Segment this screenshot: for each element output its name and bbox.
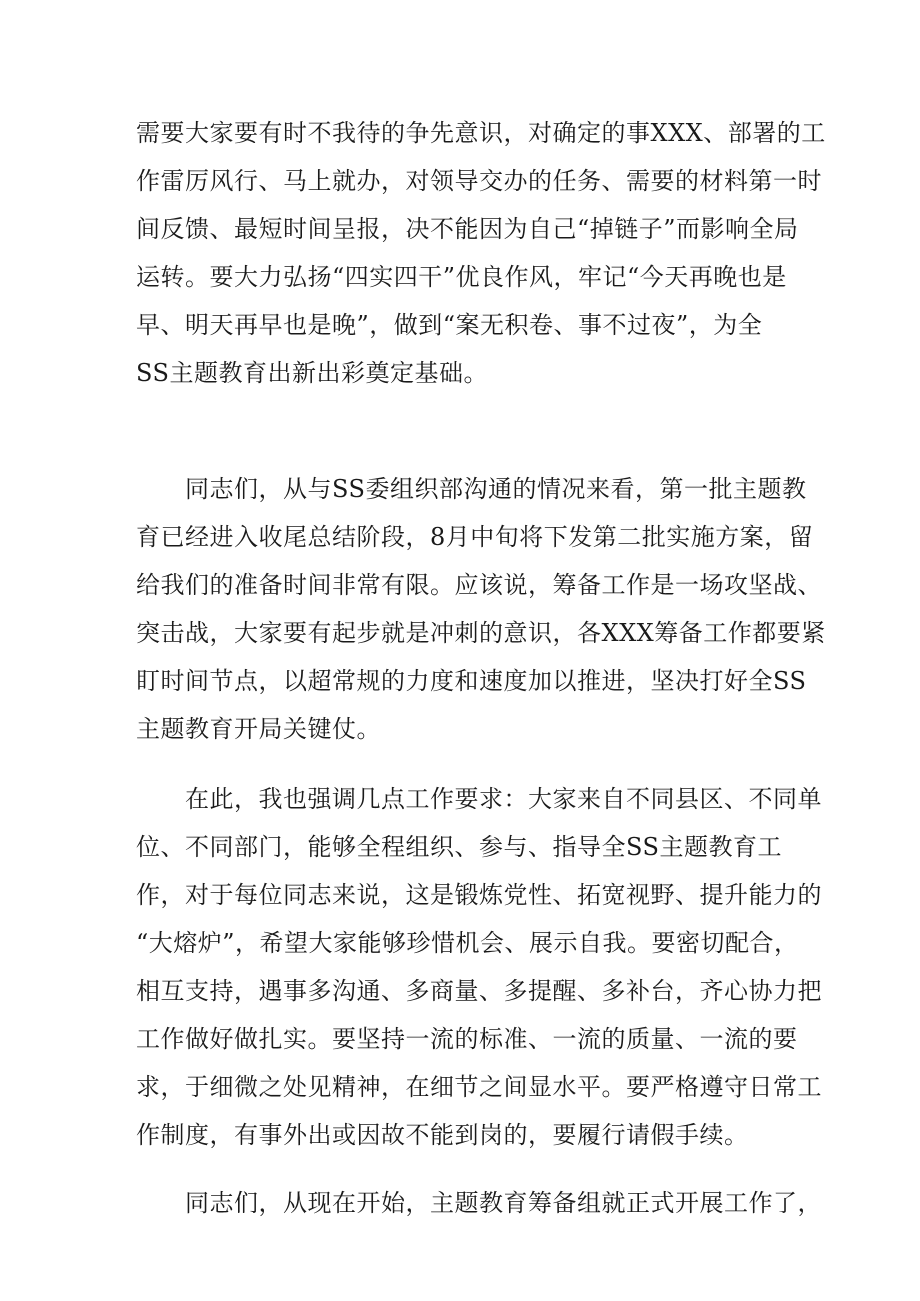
text-line: 盯时间节点，以超常规的力度和速度加以推进，坚决打好全SS (136, 667, 807, 695)
text-line: 位、不同部门，能够全程组织、参与、指导全SS主题教育工 (136, 833, 782, 861)
text-line: 相互支持，遇事多沟通、多商量、多提醒、多补台，齐心协力把 (136, 977, 822, 1005)
text-line: 作雷厉风行、马上就办，对领导交办的任务、需要的材料第一时 (136, 167, 822, 195)
text-line: 早、明天再早也是晚”，做到“案无积卷、事不过夜”，为全 (136, 311, 763, 339)
text-line: 求，于细微之处见精神，在细节之间显水平。要严格遵守日常工 (136, 1073, 822, 1101)
text-line: 需要大家要有时不我待的争先意识，对确定的事XXX、部署的工 (136, 119, 826, 147)
text-line: 间反馈、最短时间呈报，决不能因为自己“掉链子”而影响全局 (136, 215, 799, 243)
text-line: 作制度，有事外出或因故不能到岗的，要履行请假手续。 (136, 1121, 749, 1149)
text-line: 突击战，大家要有起步就是冲刺的意识，各XXX筹备工作都要紧 (136, 619, 826, 647)
text-line: 主题教育开局关键仗。 (136, 715, 381, 743)
text-line: “大熔炉”，希望大家能够珍惜机会、展示自我。要密切配合， (136, 929, 799, 957)
text-line: SS主题教育出新出彩奠定基础。 (136, 359, 488, 387)
text-line: 在此，我也强调几点工作要求：大家来自不同县区、不同单 (136, 785, 822, 813)
text-line: 育已经进入收尾总结阶段，8月中旬将下发第二批实施方案，留 (136, 523, 814, 551)
text-line: 作，对于每位同志来说，这是锻炼党性、拓宽视野、提升能力的 (136, 881, 822, 909)
text-line: 同志们，从现在开始，主题教育筹备组就正式开展工作了， (136, 1189, 822, 1217)
text-line: 工作做好做扎实。要坚持一流的标准、一流的质量、一流的要 (136, 1025, 798, 1053)
text-line: 同志们，从与SS委组织部沟通的情况来看，第一批主题教 (136, 475, 807, 503)
text-line: 运转。要大力弘扬“四实四干”优良作风，牢记“今天再晚也是 (136, 263, 787, 291)
text-line: 给我们的准备时间非常有限。应该说，筹备工作是一场攻坚战、 (136, 571, 822, 599)
